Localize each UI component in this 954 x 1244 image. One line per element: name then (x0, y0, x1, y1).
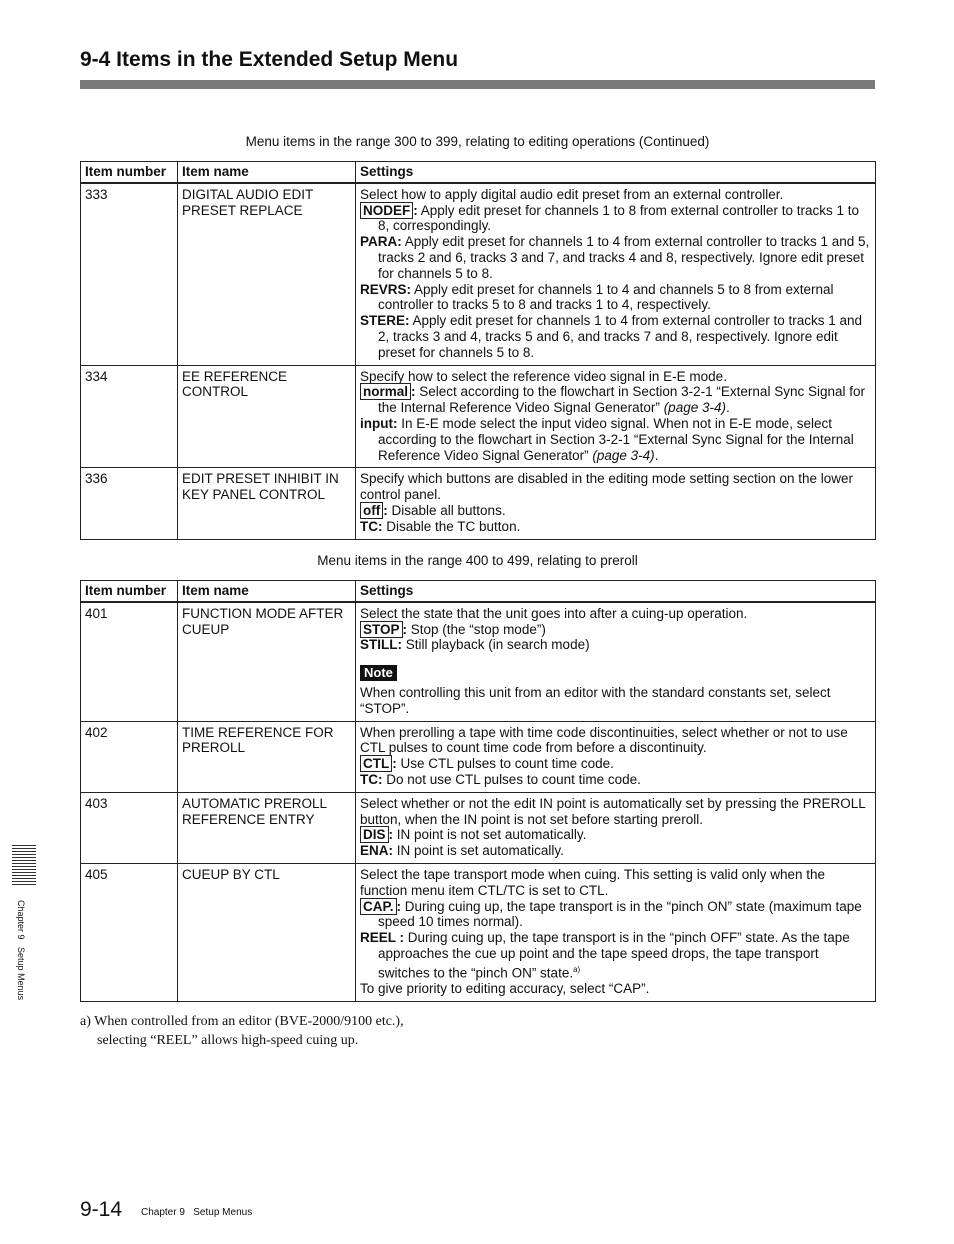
settings-intro: When prerolling a tape with time code discontinuities, select whether or not to use CTL pulses to count time code from before a discontinuity. (360, 724, 848, 756)
option-description: Apply edit preset for channels 1 to 4 and channels 5 to 8 from external controller to tracks 5 to 8 and tracks 1 to 4, respectively. (378, 281, 834, 313)
setting-option (360, 203, 871, 235)
settings-intro: Specify how to select the reference video signal in E-E mode. (360, 368, 727, 384)
table-row (81, 602, 876, 721)
column-header: Settings (356, 162, 876, 183)
table-header-row (81, 162, 876, 183)
option-description: Select according to the flowchart in Section 3-2-1 “External Sync Signal for the Internal Reference Video Signal Generator” (378, 384, 865, 416)
menu-table-400 (80, 580, 876, 1002)
option-tail: . (654, 447, 659, 463)
item-name: EDIT PRESET INHIBIT IN KEY PANEL CONTROL (178, 468, 356, 539)
option-separator: : (396, 898, 402, 914)
table2-caption: Menu items in the range 400 to 499, relating to preroll (317, 553, 638, 568)
chapter-tab-marker (12, 845, 36, 887)
setting-option (360, 930, 871, 981)
option-description: Still playback (in search mode) (402, 637, 590, 653)
footer-chapter-label (141, 1207, 252, 1218)
item-settings (356, 602, 876, 721)
item-name: FUNCTION MODE AFTER CUEUP (178, 602, 356, 721)
footer-chapter: Chapter 9 (141, 1207, 185, 1218)
default-value: normal (360, 383, 411, 400)
option-description: Stop (the “stop mode”) (407, 621, 546, 637)
option-key: TC: (360, 518, 383, 534)
table-row (81, 863, 876, 1001)
option-description: IN point is not set automatically. (393, 827, 587, 843)
setting-option (360, 827, 871, 843)
default-value: NODEF (360, 202, 413, 219)
table-row (81, 183, 876, 365)
option-key: ENA: (360, 843, 393, 859)
table-row (81, 468, 876, 539)
option-key: PARA: (360, 234, 402, 250)
settings-intro: Select the tape transport mode when cuing. This setting is valid only when the function menu item CTL/TC is set to CTL. (360, 866, 826, 898)
item-settings (356, 792, 876, 863)
option-description: Disable all buttons. (387, 502, 506, 518)
settings-intro: Select whether or not the edit IN point is automatically set by pressing the PREROLL button, when the IN point is not set before starting preroll. (360, 795, 866, 827)
option-description: IN point is set automatically. (393, 843, 564, 859)
default-value: CTL (360, 755, 392, 772)
note-badge: Note (360, 665, 397, 681)
table-row (81, 792, 876, 863)
option-separator: : (413, 202, 418, 218)
default-value: CAP. (360, 898, 397, 915)
table1-caption: Menu items in the range 300 to 399, relating to editing operations (Continued) (245, 134, 710, 149)
setting-option (360, 899, 871, 931)
setting-option (360, 622, 871, 638)
default-value: DIS (360, 826, 389, 843)
table-row (81, 365, 876, 468)
option-key: STILL: (360, 637, 402, 653)
item-number: 401 (81, 602, 178, 721)
title-rule (80, 80, 875, 89)
item-settings (356, 721, 876, 792)
option-description: Apply edit preset for channels 1 to 4 from external controller to tracks 1 and 2, tracks 3 and 4, tracks 5 and 6, and tracks 7 and 8, respectively. Ignore edit preset for channels 5 to 8. (378, 313, 863, 360)
option-key: REVRS: (360, 281, 412, 297)
item-number: 403 (81, 792, 178, 863)
option-description: During cuing up, the tape transport is in the “pinch ON” state (maximum tape speed 10 times normal). (378, 898, 862, 930)
note-text: When controlling this unit from an editor with the standard constants set, select “STOP”. (360, 684, 831, 716)
footnote-marker: a) (573, 964, 581, 974)
option-description: Apply edit preset for channels 1 to 4 from external controller to tracks 1 and 5, tracks 2 and 6, tracks 3 and 7, and tracks 4 and 8, respectively. Ignore edit preset for channels 5 to 8. (378, 234, 870, 281)
footnote-line: a) When controlled from an editor (BVE-2000/9100 etc.), (80, 1014, 404, 1029)
item-name: CUEUP BY CTL (178, 863, 356, 1001)
option-key: TC: (360, 771, 383, 787)
setting-option (360, 637, 871, 653)
item-name: AUTOMATIC PREROLL REFERENCE ENTRY (178, 792, 356, 863)
column-header: Item name (178, 581, 356, 602)
column-header: Settings (356, 581, 876, 602)
option-description: Disable the TC button. (382, 518, 521, 534)
setting-option (360, 234, 871, 281)
option-key: input: (360, 415, 398, 431)
side-chapter: Chapter 9 (16, 900, 26, 940)
setting-option (360, 282, 871, 314)
item-settings (356, 183, 876, 365)
settings-after: To give priority to editing accuracy, select “CAP”. (360, 981, 650, 997)
item-settings (356, 468, 876, 539)
item-settings (356, 365, 876, 468)
setting-option (360, 772, 871, 788)
option-description: During cuing up, the tape transport is in the “pinch OFF” state. As the tape approaches the cue up point and the tape speed drops, the tape transport switches to the “pinch ON” state. (378, 930, 850, 981)
option-description: Use CTL pulses to count time code. (396, 756, 614, 772)
item-number: 333 (81, 183, 178, 365)
setting-option (360, 384, 871, 416)
setting-option (360, 843, 871, 859)
item-number: 334 (81, 365, 178, 468)
setting-option (360, 519, 871, 535)
settings-intro: Specify which buttons are disabled in the editing mode setting section on the lower control panel. (360, 471, 854, 503)
setting-option (360, 416, 871, 463)
item-settings (356, 863, 876, 1001)
column-header: Item number (81, 162, 178, 183)
footnote (80, 1012, 404, 1050)
option-key: STERE: (360, 313, 410, 329)
menu-table-300 (80, 161, 876, 540)
setting-option (360, 313, 871, 360)
footnote-line: selecting “REEL” allows high-speed cuing up. (97, 1033, 359, 1048)
option-separator: : (411, 384, 416, 400)
table-row (81, 721, 876, 792)
page-reference: (page 3-4) (592, 447, 655, 463)
item-name: EE REFERENCE CONTROL (178, 365, 356, 468)
column-header: Item name (178, 162, 356, 183)
side-section: Setup Menus (16, 947, 26, 1001)
page-title: 9-4 Items in the Extended Setup Menu (80, 48, 459, 71)
footer-section: Setup Menus (193, 1207, 253, 1218)
setting-option (360, 756, 871, 772)
item-number: 336 (81, 468, 178, 539)
default-value: STOP (360, 621, 403, 638)
option-tail: . (725, 400, 730, 416)
option-separator: : (402, 621, 408, 637)
item-number: 405 (81, 863, 178, 1001)
table-header-row (81, 581, 876, 602)
page-number: 9-14 (80, 1198, 123, 1221)
setting-option (360, 503, 871, 519)
option-separator: : (383, 502, 388, 518)
item-number: 402 (81, 721, 178, 792)
item-name: DIGITAL AUDIO EDIT PRESET REPLACE (178, 183, 356, 365)
column-header: Item number (81, 581, 178, 602)
option-description: Do not use CTL pulses to count time code. (382, 771, 641, 787)
settings-intro: Select the state that the unit goes into after a cuing-up operation. (360, 605, 748, 621)
option-description: In E-E mode select the input video signal. When not in E-E mode, select according to the flowchart in Section 3-2-1 “External Sync Signal for the Internal Reference Video Signal Generator” (378, 415, 854, 463)
side-chapter-label (16, 900, 26, 1000)
page-reference: (page 3-4) (663, 400, 726, 416)
default-value: off (360, 502, 383, 519)
option-key: REEL : (360, 930, 405, 946)
option-separator: : (392, 756, 397, 772)
item-name: TIME REFERENCE FOR PREROLL (178, 721, 356, 792)
option-separator: : (388, 827, 394, 843)
option-description: Apply edit preset for channels 1 to 8 from external controller to tracks 1 to 8, correspondingly. (378, 202, 859, 234)
settings-intro: Select how to apply digital audio edit preset from an external controller. (360, 186, 784, 202)
